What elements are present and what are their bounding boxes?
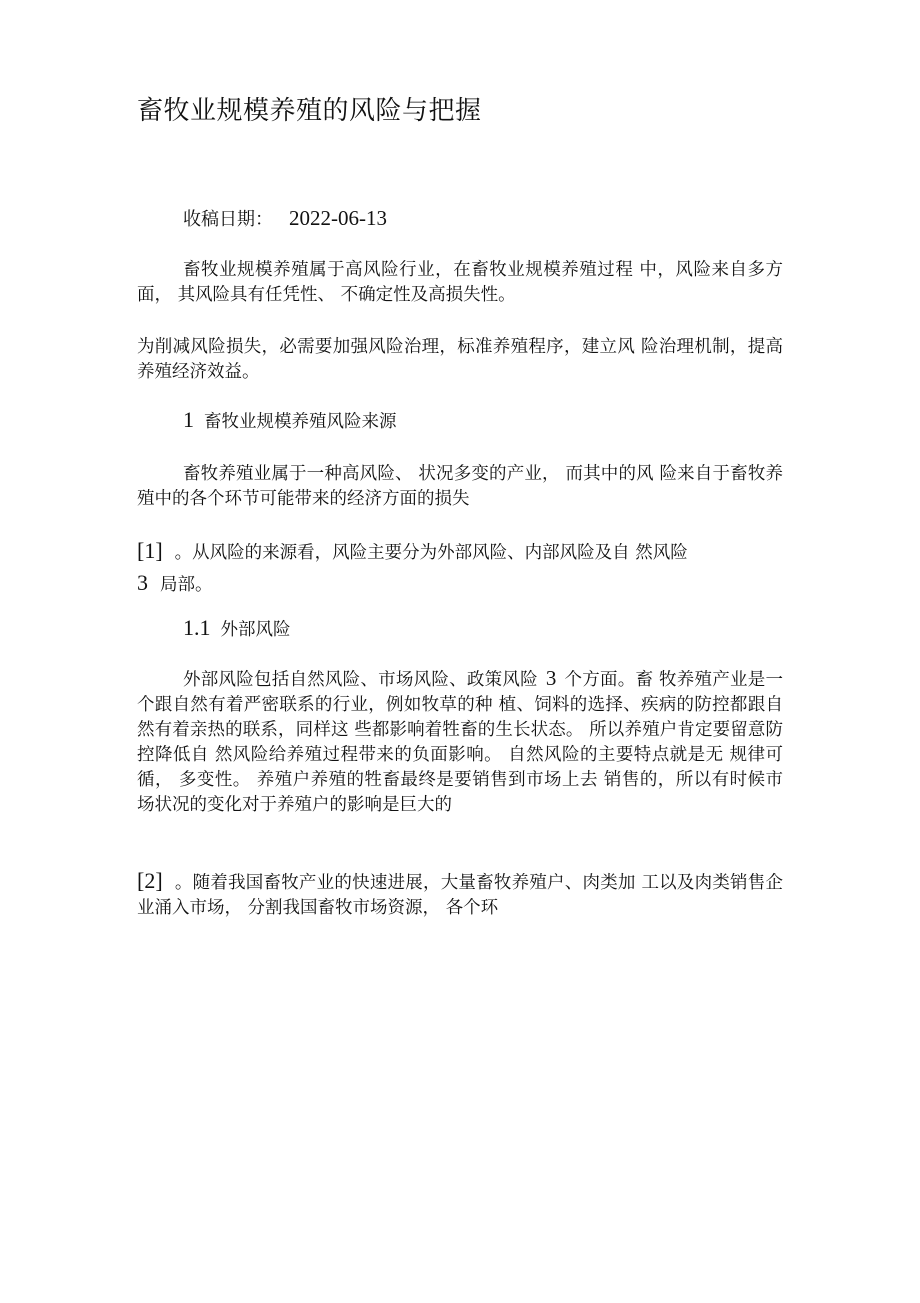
citation-ref: [2] [137,868,163,893]
date-label: 收稿日期： [183,209,273,230]
paragraph-text-b: 个方面。畜 牧养殖产业是一个跟自然有着严密联系的行业，例如牧草的种 植、饲料的选择、疾病的防控都跟自然有着亲热的联系，同样这 些都影响着牲畜的生长状态。 所以养殖户肯定要留意防控降低自 然风险给养殖过程带来的负面影响。 自然风险的主要特点就是无 规律可循， 多变性。 养殖户养殖的牲畜最终是要销售到市场上去 销售的，所以有时候市场状况的变化对于养殖户的影响是巨大的 [137,670,784,815]
paragraph-intro: 畜牧业规模养殖属于高风险行业，在畜牧业规模养殖过程 中，风险来自多方面， 其风险具有任凭性、 不确定性及高损失性。 [137,260,783,305]
received-date [183,203,387,235]
section-heading-1-1 [183,613,291,645]
paragraph-text: 。随着我国畜牧产业的快速进展，大量畜牧养殖户、肉类加 工以及肉类销售企业涌入市场， 分割我国畜牧市场资源， 各个环 [137,873,783,918]
paragraph-mitigation: 为削减风险损失，必需要加强风险治理，标准养殖程序，建立风 险治理机制，提高养殖经济效益。 [137,337,783,382]
document-title: 畜牧业规模养殖的风险与把握 [137,96,482,126]
paragraph-market [137,868,783,921]
paragraph-external-risk [137,666,783,818]
paragraph-text: 。从风险的来源看，风险主要分为外部风险、内部风险及自 然风险 [174,543,688,563]
inline-number: 3 [137,570,148,595]
paragraph-tail: 局部。 [160,575,213,595]
paragraph-text-a: 外部风险包括自然风险、市场风险、政策风险 [183,670,538,690]
subsection-heading-text: 外部风险 [220,620,291,640]
paragraph-risk-source: 畜牧养殖业属于一种高风险、 状况多变的产业， 而其中的风 险来自于畜牧养殖中的各个环节可能带来的经济方面的损失 [137,464,783,509]
section-number: 1 [183,407,194,432]
paragraph-risk-types [137,536,783,600]
subsection-number: 1.1 [183,615,211,640]
inline-number: 3 [545,666,557,690]
section-heading-text: 畜牧业规模养殖风险来源 [204,412,397,432]
section-heading-1 [183,405,397,437]
citation-ref: [1] [137,538,163,563]
date-value: 2022-06-13 [289,206,387,230]
